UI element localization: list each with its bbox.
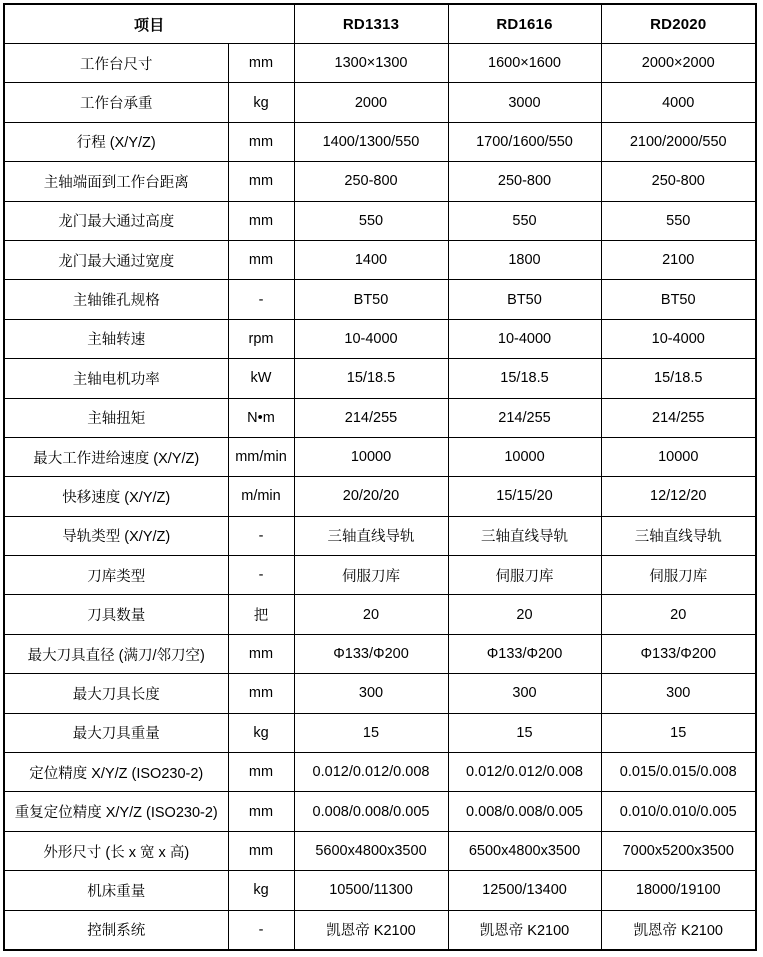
row-value: BT50 bbox=[448, 280, 601, 319]
table-row bbox=[4, 359, 756, 398]
row-unit: mm/min bbox=[228, 437, 294, 476]
row-value: 15 bbox=[448, 713, 601, 752]
row-value: 12/12/20 bbox=[601, 477, 756, 516]
row-value: 2100 bbox=[601, 240, 756, 279]
row-value: 0.012/0.012/0.008 bbox=[294, 753, 448, 792]
table-row bbox=[4, 595, 756, 634]
row-value: 214/255 bbox=[601, 398, 756, 437]
row-value: 20/20/20 bbox=[294, 477, 448, 516]
row-value: 1400/1300/550 bbox=[294, 122, 448, 161]
table-row bbox=[4, 556, 756, 595]
row-value: 300 bbox=[294, 674, 448, 713]
table-row bbox=[4, 162, 756, 201]
table-row bbox=[4, 753, 756, 792]
row-value: 三轴直线导轨 bbox=[601, 516, 756, 555]
row-value: 12500/13400 bbox=[448, 871, 601, 910]
table-row bbox=[4, 398, 756, 437]
row-value: 18000/19100 bbox=[601, 871, 756, 910]
table-row bbox=[4, 871, 756, 910]
row-unit: - bbox=[228, 910, 294, 950]
row-value: BT50 bbox=[601, 280, 756, 319]
row-label: 机床重量 bbox=[4, 871, 228, 910]
row-value: 550 bbox=[448, 201, 601, 240]
table-row bbox=[4, 910, 756, 950]
row-value: 三轴直线导轨 bbox=[448, 516, 601, 555]
row-value: 10000 bbox=[601, 437, 756, 476]
header-row bbox=[4, 4, 756, 44]
row-value: 214/255 bbox=[294, 398, 448, 437]
row-value: 550 bbox=[294, 201, 448, 240]
row-value: Φ133/Φ200 bbox=[448, 634, 601, 673]
row-unit: N•m bbox=[228, 398, 294, 437]
row-value: 250-800 bbox=[448, 162, 601, 201]
row-label: 快移速度 (X/Y/Z) bbox=[4, 477, 228, 516]
table-row bbox=[4, 319, 756, 358]
row-label: 工作台尺寸 bbox=[4, 44, 228, 83]
table-row bbox=[4, 122, 756, 161]
row-value: 300 bbox=[601, 674, 756, 713]
row-value: 7000x5200x3500 bbox=[601, 831, 756, 870]
row-unit: rpm bbox=[228, 319, 294, 358]
row-value: 10000 bbox=[294, 437, 448, 476]
row-value: 3000 bbox=[448, 83, 601, 122]
row-label: 主轴电机功率 bbox=[4, 359, 228, 398]
row-value: 伺服刀库 bbox=[448, 556, 601, 595]
row-value: 15 bbox=[601, 713, 756, 752]
row-value: 0.015/0.015/0.008 bbox=[601, 753, 756, 792]
table-row bbox=[4, 83, 756, 122]
header-item-cell: 项目 bbox=[4, 4, 294, 44]
row-value: 1600×1600 bbox=[448, 44, 601, 83]
table-row bbox=[4, 516, 756, 555]
row-value: 1300×1300 bbox=[294, 44, 448, 83]
row-value: 凯恩帝 K2100 bbox=[601, 910, 756, 950]
row-unit: 把 bbox=[228, 595, 294, 634]
row-value: 4000 bbox=[601, 83, 756, 122]
row-value: BT50 bbox=[294, 280, 448, 319]
row-value: 550 bbox=[601, 201, 756, 240]
row-unit: kW bbox=[228, 359, 294, 398]
row-value: 1700/1600/550 bbox=[448, 122, 601, 161]
row-unit: - bbox=[228, 516, 294, 555]
row-unit: mm bbox=[228, 634, 294, 673]
spec-table-body bbox=[4, 44, 756, 950]
row-value: 0.012/0.012/0.008 bbox=[448, 753, 601, 792]
row-label: 外形尺寸 (长 x 宽 x 高) bbox=[4, 831, 228, 870]
row-unit: mm bbox=[228, 162, 294, 201]
table-row bbox=[4, 713, 756, 752]
row-unit: mm bbox=[228, 44, 294, 83]
row-unit: mm bbox=[228, 831, 294, 870]
row-label: 最大刀具长度 bbox=[4, 674, 228, 713]
row-value: 凯恩帝 K2100 bbox=[294, 910, 448, 950]
row-value: 250-800 bbox=[294, 162, 448, 201]
row-label: 主轴端面到工作台距离 bbox=[4, 162, 228, 201]
row-value: 214/255 bbox=[448, 398, 601, 437]
row-value: 10500/11300 bbox=[294, 871, 448, 910]
row-label: 导轨类型 (X/Y/Z) bbox=[4, 516, 228, 555]
row-unit: kg bbox=[228, 871, 294, 910]
row-label: 刀具数量 bbox=[4, 595, 228, 634]
row-value: 0.010/0.010/0.005 bbox=[601, 792, 756, 831]
row-value: 20 bbox=[294, 595, 448, 634]
row-label: 刀库类型 bbox=[4, 556, 228, 595]
table-row bbox=[4, 201, 756, 240]
table-row bbox=[4, 792, 756, 831]
row-value: 10-4000 bbox=[294, 319, 448, 358]
row-value: 凯恩帝 K2100 bbox=[448, 910, 601, 950]
row-value: 15/18.5 bbox=[601, 359, 756, 398]
row-value: 2000 bbox=[294, 83, 448, 122]
row-unit: - bbox=[228, 280, 294, 319]
row-value: 伺服刀库 bbox=[294, 556, 448, 595]
row-value: 2100/2000/550 bbox=[601, 122, 756, 161]
row-value: 20 bbox=[448, 595, 601, 634]
row-label: 龙门最大通过高度 bbox=[4, 201, 228, 240]
row-value: 0.008/0.008/0.005 bbox=[448, 792, 601, 831]
table-row bbox=[4, 280, 756, 319]
row-value: 15/18.5 bbox=[294, 359, 448, 398]
row-value: 20 bbox=[601, 595, 756, 634]
table-row bbox=[4, 634, 756, 673]
row-unit: mm bbox=[228, 122, 294, 161]
row-unit: mm bbox=[228, 792, 294, 831]
header-model-rd1616: RD1616 bbox=[448, 4, 601, 44]
row-value: Φ133/Φ200 bbox=[601, 634, 756, 673]
table-row bbox=[4, 44, 756, 83]
row-value: 0.008/0.008/0.005 bbox=[294, 792, 448, 831]
row-value: Φ133/Φ200 bbox=[294, 634, 448, 673]
spec-table bbox=[3, 3, 757, 951]
header-model-rd2020: RD2020 bbox=[601, 4, 756, 44]
row-value: 15/18.5 bbox=[448, 359, 601, 398]
row-value: 1800 bbox=[448, 240, 601, 279]
row-label: 最大刀具直径 (满刀/邻刀空) bbox=[4, 634, 228, 673]
row-value: 伺服刀库 bbox=[601, 556, 756, 595]
row-unit: kg bbox=[228, 713, 294, 752]
row-label: 主轴锥孔规格 bbox=[4, 280, 228, 319]
row-label: 控制系统 bbox=[4, 910, 228, 950]
row-unit: mm bbox=[228, 753, 294, 792]
row-unit: - bbox=[228, 556, 294, 595]
row-label: 龙门最大通过宽度 bbox=[4, 240, 228, 279]
row-label: 最大刀具重量 bbox=[4, 713, 228, 752]
table-row bbox=[4, 477, 756, 516]
row-label: 定位精度 X/Y/Z (ISO230-2) bbox=[4, 753, 228, 792]
row-value: 6500x4800x3500 bbox=[448, 831, 601, 870]
row-value: 15/15/20 bbox=[448, 477, 601, 516]
row-label: 行程 (X/Y/Z) bbox=[4, 122, 228, 161]
row-value: 10-4000 bbox=[448, 319, 601, 358]
row-unit: mm bbox=[228, 674, 294, 713]
row-unit: kg bbox=[228, 83, 294, 122]
row-unit: m/min bbox=[228, 477, 294, 516]
row-label: 重复定位精度 X/Y/Z (ISO230-2) bbox=[4, 792, 228, 831]
row-value: 15 bbox=[294, 713, 448, 752]
row-label: 工作台承重 bbox=[4, 83, 228, 122]
row-value: 10-4000 bbox=[601, 319, 756, 358]
table-row bbox=[4, 674, 756, 713]
row-value: 1400 bbox=[294, 240, 448, 279]
header-model-rd1313: RD1313 bbox=[294, 4, 448, 44]
row-value: 10000 bbox=[448, 437, 601, 476]
row-label: 主轴转速 bbox=[4, 319, 228, 358]
table-row bbox=[4, 240, 756, 279]
row-unit: mm bbox=[228, 201, 294, 240]
row-label: 最大工作进给速度 (X/Y/Z) bbox=[4, 437, 228, 476]
row-label: 主轴扭矩 bbox=[4, 398, 228, 437]
row-value: 三轴直线导轨 bbox=[294, 516, 448, 555]
row-value: 5600x4800x3500 bbox=[294, 831, 448, 870]
table-row bbox=[4, 831, 756, 870]
row-unit: mm bbox=[228, 240, 294, 279]
row-value: 300 bbox=[448, 674, 601, 713]
table-row bbox=[4, 437, 756, 476]
row-value: 250-800 bbox=[601, 162, 756, 201]
row-value: 2000×2000 bbox=[601, 44, 756, 83]
